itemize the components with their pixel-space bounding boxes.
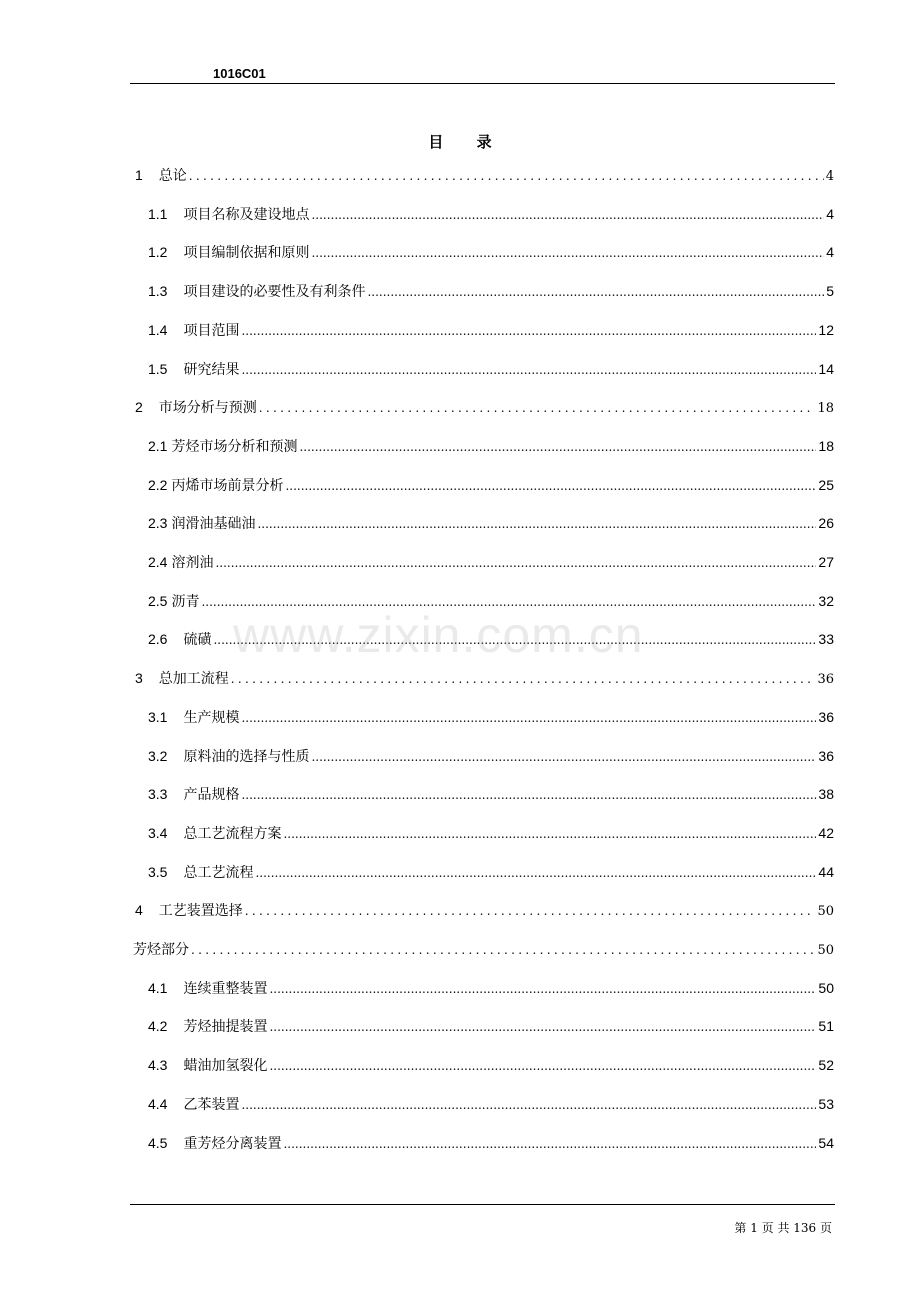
toc-entry-number: 4 — [135, 902, 143, 919]
toc-entry[interactable] — [0, 436, 920, 458]
toc-entry-number: 2 — [135, 399, 143, 416]
toc-entry-title: 原料油的选择与性质 — [183, 748, 310, 765]
toc-entry-title: 项目范围 — [183, 322, 240, 339]
toc-entry-page: 25 — [818, 476, 834, 493]
dot-leader — [191, 943, 815, 957]
toc-entry-page: 53 — [818, 1095, 834, 1112]
toc-entry-title: 丙烯市场前景分析 — [171, 477, 284, 494]
dot-leader — [241, 788, 816, 802]
dot-leader — [215, 556, 816, 570]
toc-entry-number: 3.2 — [148, 747, 168, 764]
toc-title: 目 录 — [428, 133, 506, 151]
toc-entry-title: 蜡油加氢裂化 — [183, 1058, 268, 1075]
toc-entry[interactable] — [0, 1133, 920, 1155]
toc-entry[interactable] — [0, 281, 920, 303]
toc-entry-number: 2.6 — [148, 631, 168, 648]
toc-entry-title: 工艺装置选择 — [158, 903, 243, 920]
toc-entry[interactable] — [0, 900, 920, 922]
toc-entry[interactable] — [0, 1016, 920, 1038]
dot-leader — [269, 982, 816, 996]
dot-leader — [241, 363, 816, 377]
page-footer: 第 1 页 共 136 页 — [734, 1221, 832, 1235]
toc-entry-page: 4 — [826, 244, 834, 261]
toc-entry-number: 1.4 — [148, 321, 168, 338]
toc-entry-number: 4.1 — [148, 979, 168, 996]
toc-entry-number: 4.2 — [148, 1018, 168, 1035]
toc-entry[interactable] — [0, 1055, 920, 1077]
toc-entry-title: 总加工流程 — [158, 671, 229, 688]
toc-entry-title: 总工艺流程方案 — [183, 825, 282, 842]
toc-entry-page: 54 — [818, 1134, 834, 1151]
toc-entry[interactable] — [0, 707, 920, 729]
toc-entry-title: 项目建设的必要性及有利条件 — [183, 284, 366, 301]
toc-entry-page: 36 — [818, 708, 834, 725]
toc-entry-title: 芳烃部分 — [133, 942, 189, 958]
toc-entry-page: 18 — [818, 437, 834, 454]
dot-leader — [245, 904, 816, 918]
toc-entry-number: 1 — [135, 167, 143, 183]
dot-leader — [241, 711, 816, 725]
toc-entry-page: 50 — [817, 943, 834, 958]
toc-entry-page: 14 — [818, 360, 834, 377]
toc-entry-title: 生产规模 — [183, 709, 240, 726]
toc-entry[interactable] — [0, 475, 920, 497]
toc-entry-number: 1.3 — [148, 283, 168, 300]
watermark: www.zixin.com.cn — [233, 607, 644, 663]
toc-entry[interactable] — [0, 784, 920, 806]
toc-entry-title: 项目编制依据和原则 — [183, 245, 310, 262]
dot-leader — [259, 401, 816, 415]
toc-entry[interactable] — [0, 359, 920, 381]
toc-entry-title: 市场分析与预测 — [158, 400, 257, 417]
toc-entry-number: 4.4 — [148, 1095, 168, 1112]
toc-entry[interactable] — [0, 1094, 920, 1116]
toc-entry-number: 3.4 — [148, 824, 168, 841]
dot-leader — [311, 208, 824, 222]
toc-entry[interactable] — [0, 397, 920, 419]
toc-entry-page: 33 — [818, 631, 834, 648]
toc-entry-number: 1.5 — [148, 360, 168, 377]
dot-leader — [255, 866, 816, 880]
toc-entry-title: 乙苯装置 — [183, 1096, 240, 1113]
toc-entry-page: 42 — [818, 824, 834, 841]
toc-entry-page: 51 — [818, 1018, 834, 1035]
toc-entry-page: 5 — [826, 283, 834, 300]
dot-leader — [311, 750, 816, 764]
dot-leader — [285, 479, 816, 493]
toc-entry[interactable] — [0, 823, 920, 845]
dot-leader — [283, 827, 816, 841]
toc-entry[interactable] — [0, 204, 920, 226]
toc-entry-page: 12 — [818, 321, 834, 338]
dot-leader — [189, 169, 824, 183]
toc-entry-number: 2.3 — [148, 515, 168, 532]
toc-entry-number: 2.5 — [148, 592, 168, 609]
toc-entry-title: 芳烃市场分析和预测 — [171, 438, 298, 455]
toc-entry-number: 3.1 — [148, 708, 168, 725]
toc-entry-number: 3.5 — [148, 863, 168, 880]
toc-entry-page: 36 — [818, 747, 834, 764]
dot-leader — [241, 324, 816, 338]
toc-entry-title: 总工艺流程 — [183, 864, 254, 881]
toc-entry-title: 重芳烃分离装置 — [183, 1135, 282, 1152]
toc-entry-title: 连续重整装置 — [183, 980, 268, 997]
toc-entry-title: 溶剂油 — [171, 555, 214, 571]
toc-entry[interactable] — [0, 862, 920, 884]
footer-rule — [130, 1204, 835, 1205]
toc-entry-page: 50 — [817, 904, 834, 920]
toc-entry-page: 4 — [826, 205, 834, 222]
toc-entry-page: 18 — [817, 401, 834, 417]
toc-entry-number: 2.1 — [148, 437, 168, 454]
toc-entry-page: 4 — [825, 169, 834, 184]
toc-entry-title: 产品规格 — [183, 787, 240, 804]
toc-entry-page: 26 — [818, 515, 834, 532]
toc-entry-title: 润滑油基础油 — [171, 516, 256, 533]
toc-entry-title: 芳烃抽提装置 — [183, 1019, 268, 1036]
document-code: 1016C01 — [213, 66, 266, 81]
dot-leader — [299, 440, 816, 454]
toc-entry[interactable] — [0, 978, 920, 1000]
dot-leader — [283, 1137, 816, 1151]
toc-entry-number: 4.3 — [148, 1057, 168, 1074]
dot-leader — [257, 517, 816, 531]
dot-leader — [269, 1059, 816, 1073]
toc-entry-page: 32 — [818, 592, 834, 609]
toc-entry-title: 总论 — [158, 168, 187, 184]
toc-entry-number: 2.4 — [148, 554, 168, 570]
toc-entry[interactable] — [0, 552, 920, 574]
toc-entry-number: 1.2 — [148, 244, 168, 261]
toc-entry-number: 3 — [135, 670, 143, 687]
toc-entry[interactable] — [0, 668, 920, 690]
toc-entry[interactable] — [0, 242, 920, 264]
toc-entry-title: 研究结果 — [183, 361, 240, 378]
dot-leader — [231, 672, 816, 686]
toc-entry-page: 52 — [818, 1057, 834, 1074]
toc-entry[interactable] — [0, 513, 920, 535]
dot-leader — [367, 285, 824, 299]
toc-entry-number: 1.1 — [148, 205, 168, 222]
toc-entry-page: 36 — [817, 672, 834, 688]
dot-leader — [269, 1020, 816, 1034]
header-rule — [130, 83, 835, 84]
dot-leader — [241, 1098, 816, 1112]
toc-entry-number: 4.5 — [148, 1134, 168, 1151]
toc-entry[interactable] — [0, 320, 920, 342]
toc-entry-number: 2.2 — [148, 476, 168, 493]
toc-entry-title: 项目名称及建设地点 — [183, 206, 310, 223]
dot-leader — [311, 246, 824, 260]
toc-entry[interactable] — [0, 746, 920, 768]
toc-entry-page: 38 — [818, 786, 834, 803]
toc-entry-page: 27 — [818, 554, 834, 570]
toc-entry[interactable] — [0, 939, 920, 961]
toc-entry[interactable] — [0, 165, 920, 187]
toc-entry-title: 沥青 — [171, 593, 200, 610]
toc-entry-page: 50 — [818, 979, 834, 996]
toc-entry-number: 3.3 — [148, 786, 168, 803]
toc-entry-page: 44 — [818, 863, 834, 880]
toc-entry-title: 硫磺 — [183, 632, 212, 649]
